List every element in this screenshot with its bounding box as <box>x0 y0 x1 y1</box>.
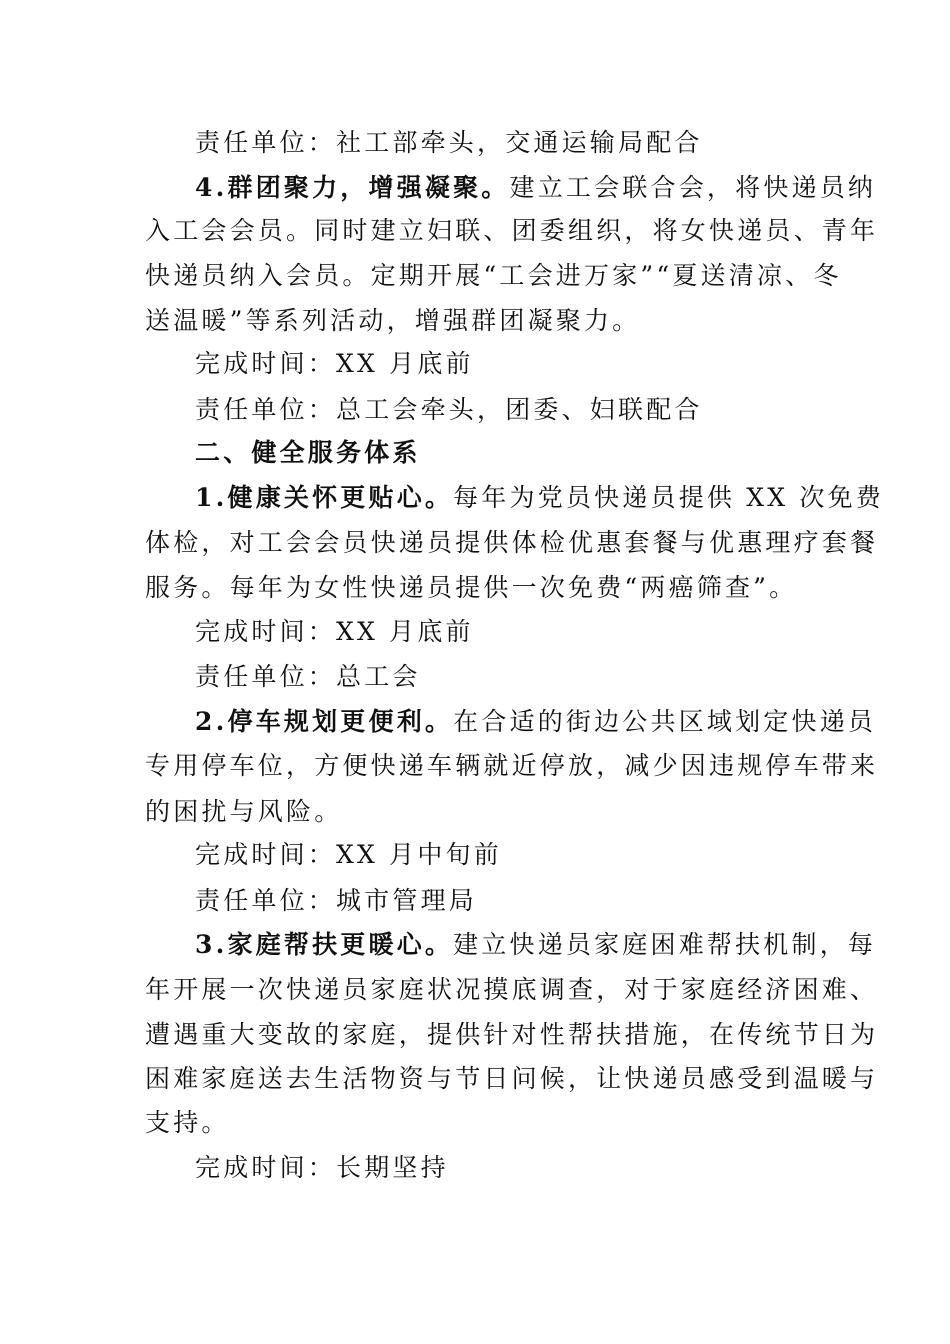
paragraph-line <box>145 1020 878 1050</box>
paragraph-line <box>145 528 878 558</box>
text-span: 快递员纳入会员。定期开展“工会进万家”“夏送清凉、冬 <box>145 261 842 290</box>
paragraph-line <box>145 751 878 781</box>
text-span: 送温暖”等系列活动，增强群团凝聚力。 <box>145 306 641 335</box>
responsibility-line <box>195 662 421 692</box>
text-span: 困难家庭送去生活物资与节日问候，让快递员感受到温暖与 <box>145 1064 879 1093</box>
text-span: 责任单位：城市管理局 <box>195 886 478 915</box>
completion-time-line <box>195 617 474 647</box>
item-text: 在合适的街边公共区域划定快递员 <box>453 707 877 736</box>
section-heading <box>195 438 421 468</box>
paragraph-line <box>145 1108 230 1138</box>
paragraph-line <box>145 261 842 291</box>
item-heading-line <box>195 930 876 960</box>
completion-time-line <box>195 1153 449 1183</box>
item-title: 家庭帮扶更暖心。 <box>227 930 454 959</box>
item-number: 4. <box>195 173 228 202</box>
item-number: 3. <box>195 930 228 959</box>
text-span: 支持。 <box>145 1108 230 1137</box>
text-span: 入工会会员。同时建立妇联、团委组织，将女快递员、青年 <box>145 216 879 245</box>
paragraph-line <box>145 306 640 336</box>
responsibility-line <box>195 128 703 158</box>
paragraph-line <box>145 797 342 827</box>
item-title: 停车规划更便利。 <box>227 707 454 736</box>
text-span: 的困扰与风险。 <box>145 797 343 826</box>
item-text: 建立工会联合会，将快递员纳 <box>509 173 877 202</box>
text-span: 遭遇重大变故的家庭，提供针对性帮扶措施，在传统节日为 <box>145 1020 879 1049</box>
paragraph-line <box>145 216 878 246</box>
item-heading-line <box>195 707 876 737</box>
item-number: 2. <box>195 707 228 736</box>
text-span: 完成时间：长期坚持 <box>195 1153 449 1182</box>
text-span: 责任单位：总工会牵头，团委、妇联配合 <box>195 395 703 424</box>
completion-time-line <box>195 349 474 379</box>
text-span: 专用停车位，方便快递车辆就近停放，减少因违规停车带来 <box>145 751 879 780</box>
item-heading-line <box>195 483 884 513</box>
text-span: 服务。每年为女性快递员提供一次免费“两癌筛查”。 <box>145 573 798 602</box>
item-title: 健康关怀更贴心。 <box>227 483 454 512</box>
responsibility-line <box>195 395 703 425</box>
item-title: 群团聚力，增强凝聚。 <box>227 173 510 202</box>
responsibility-line <box>195 886 477 916</box>
item-text: 每年为党员快递员提供 XX 次免费 <box>453 483 884 512</box>
text-span: 责任单位：总工会 <box>195 662 421 691</box>
text-span: 完成时间：XX 月底前 <box>195 349 474 378</box>
text-span: 年开展一次快递员家庭状况摸底调查，对于家庭经济困难、 <box>145 975 879 1004</box>
item-number: 1. <box>195 483 228 512</box>
paragraph-line <box>145 1064 878 1094</box>
text-span: 责任单位：社工部牵头，交通运输局配合 <box>195 128 703 157</box>
text-span: 完成时间：XX 月底前 <box>195 617 474 646</box>
text-span: 体检，对工会会员快递员提供体检优惠套餐与优惠理疗套餐 <box>145 528 879 557</box>
text-span: 二、健全服务体系 <box>195 438 421 467</box>
item-text: 建立快递员家庭困难帮扶机制，每 <box>453 930 877 959</box>
text-span: 完成时间：XX 月中旬前 <box>195 840 502 869</box>
item-heading-line <box>195 173 876 203</box>
paragraph-line <box>145 975 878 1005</box>
completion-time-line <box>195 840 502 870</box>
paragraph-line <box>145 573 797 603</box>
